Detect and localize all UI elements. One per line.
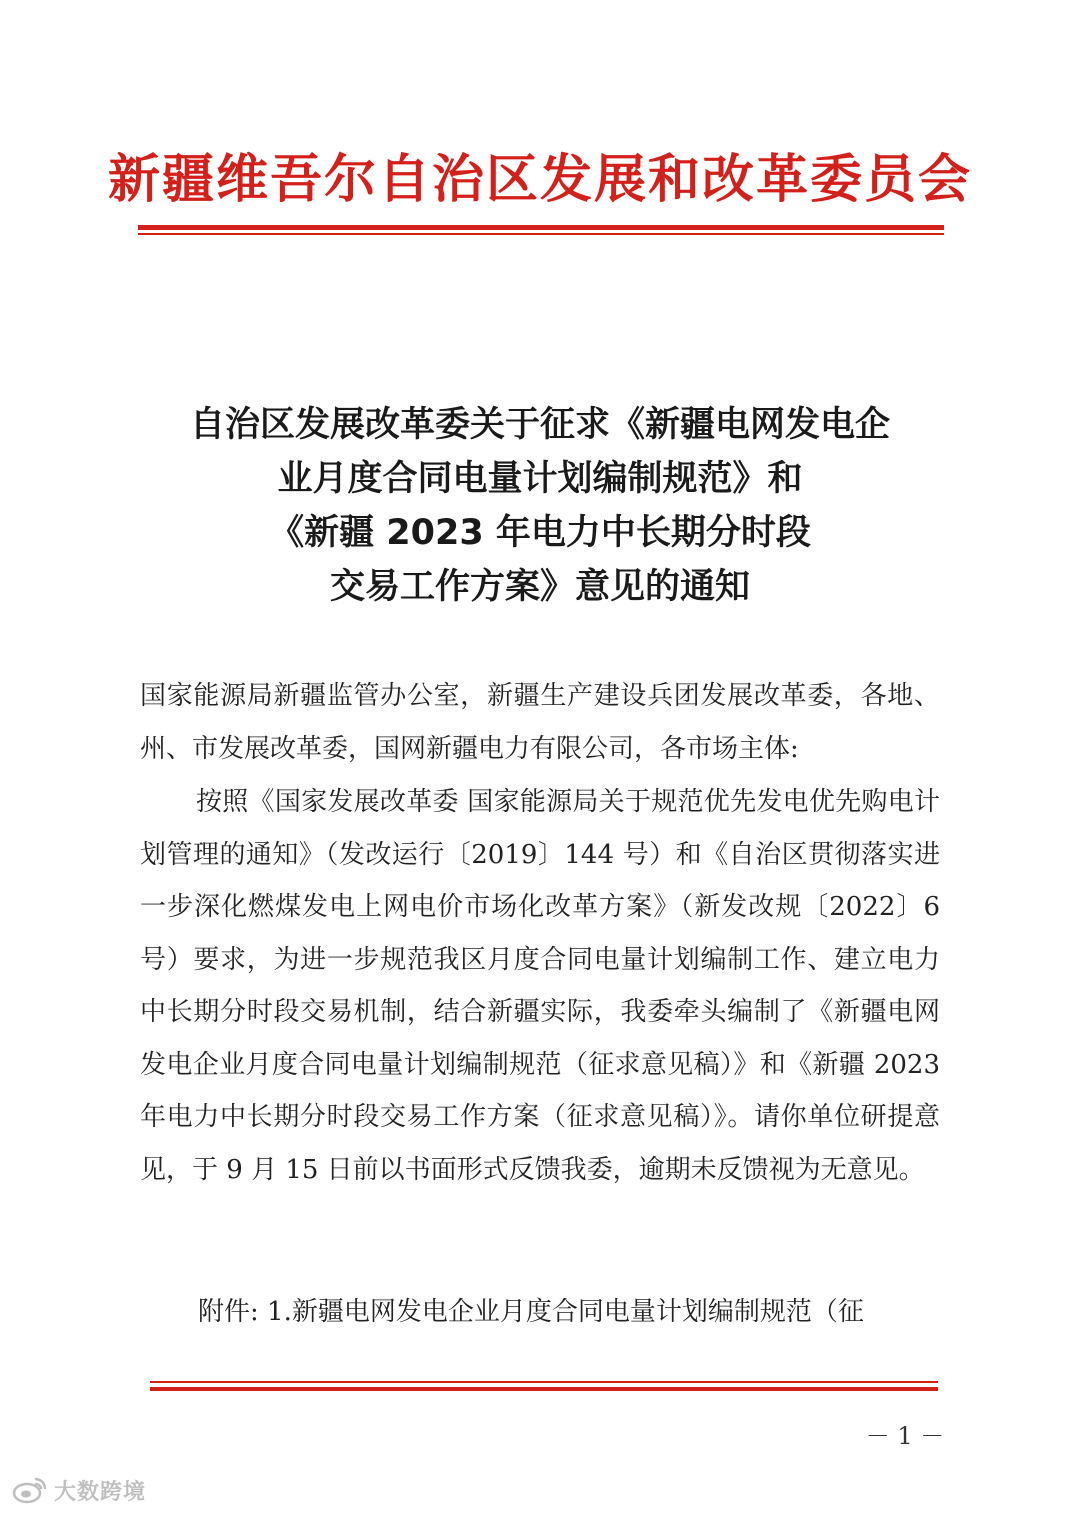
page-number: － 1 － xyxy=(865,1422,945,1450)
masthead-rule-thick xyxy=(138,225,944,230)
title-line: 自治区发展改革委关于征求《新疆电网发电企 xyxy=(189,405,890,445)
document-title xyxy=(120,398,960,614)
body-paragraph: 按照《国家发展改革委 国家能源局关于规范优先发电优先购电计划管理的通知》（发改运行〔2019〕144 号）和《自治区贯彻落实进一步深化燃煤发电上网电价市场化改革方案》（新发改规〔2022〕6 号）要求，为进一步规范我区月度合同电量计划编制工作、建立电力中长期分时段交易机制，结合新疆实际，我委牵头编制了《新疆电网发电企业月度合同电量计划编制规范（征求意见稿）》和《新疆 2023 年电力中长期分时段交易工作方案（征求意见稿）》。请你单位研提意见，于 9 月 15 日前以书面形式反馈我委，逾期未反馈视为无意见。 xyxy=(140,787,940,1185)
title-line: 《新疆 2023 年电力中长期分时段 xyxy=(269,513,811,553)
watermark-text: 大数跨境 xyxy=(54,1479,147,1505)
masthead-rule-thin xyxy=(138,233,944,235)
weibo-style-logo-icon xyxy=(12,1475,48,1505)
attachment-line: 附件: 1.新疆电网发电企业月度合同电量计划编制规范（征 xyxy=(198,1297,864,1327)
footer-rule-thin xyxy=(150,1381,938,1383)
title-line: 业月度合同电量计划编制规范》和 xyxy=(277,459,803,499)
footer-rule-thick xyxy=(150,1387,938,1391)
title-line: 交易工作方案》意见的通知 xyxy=(329,567,750,607)
addressee-paragraph: 国家能源局新疆监管办公室，新疆生产建设兵团发展改革委，各地、州、市发展改革委，国网新疆电力有限公司，各市场主体: xyxy=(140,681,940,764)
masthead-organization-name: 新疆维吾尔自治区发展和改革委员会 xyxy=(107,150,972,210)
watermark xyxy=(12,1470,146,1510)
